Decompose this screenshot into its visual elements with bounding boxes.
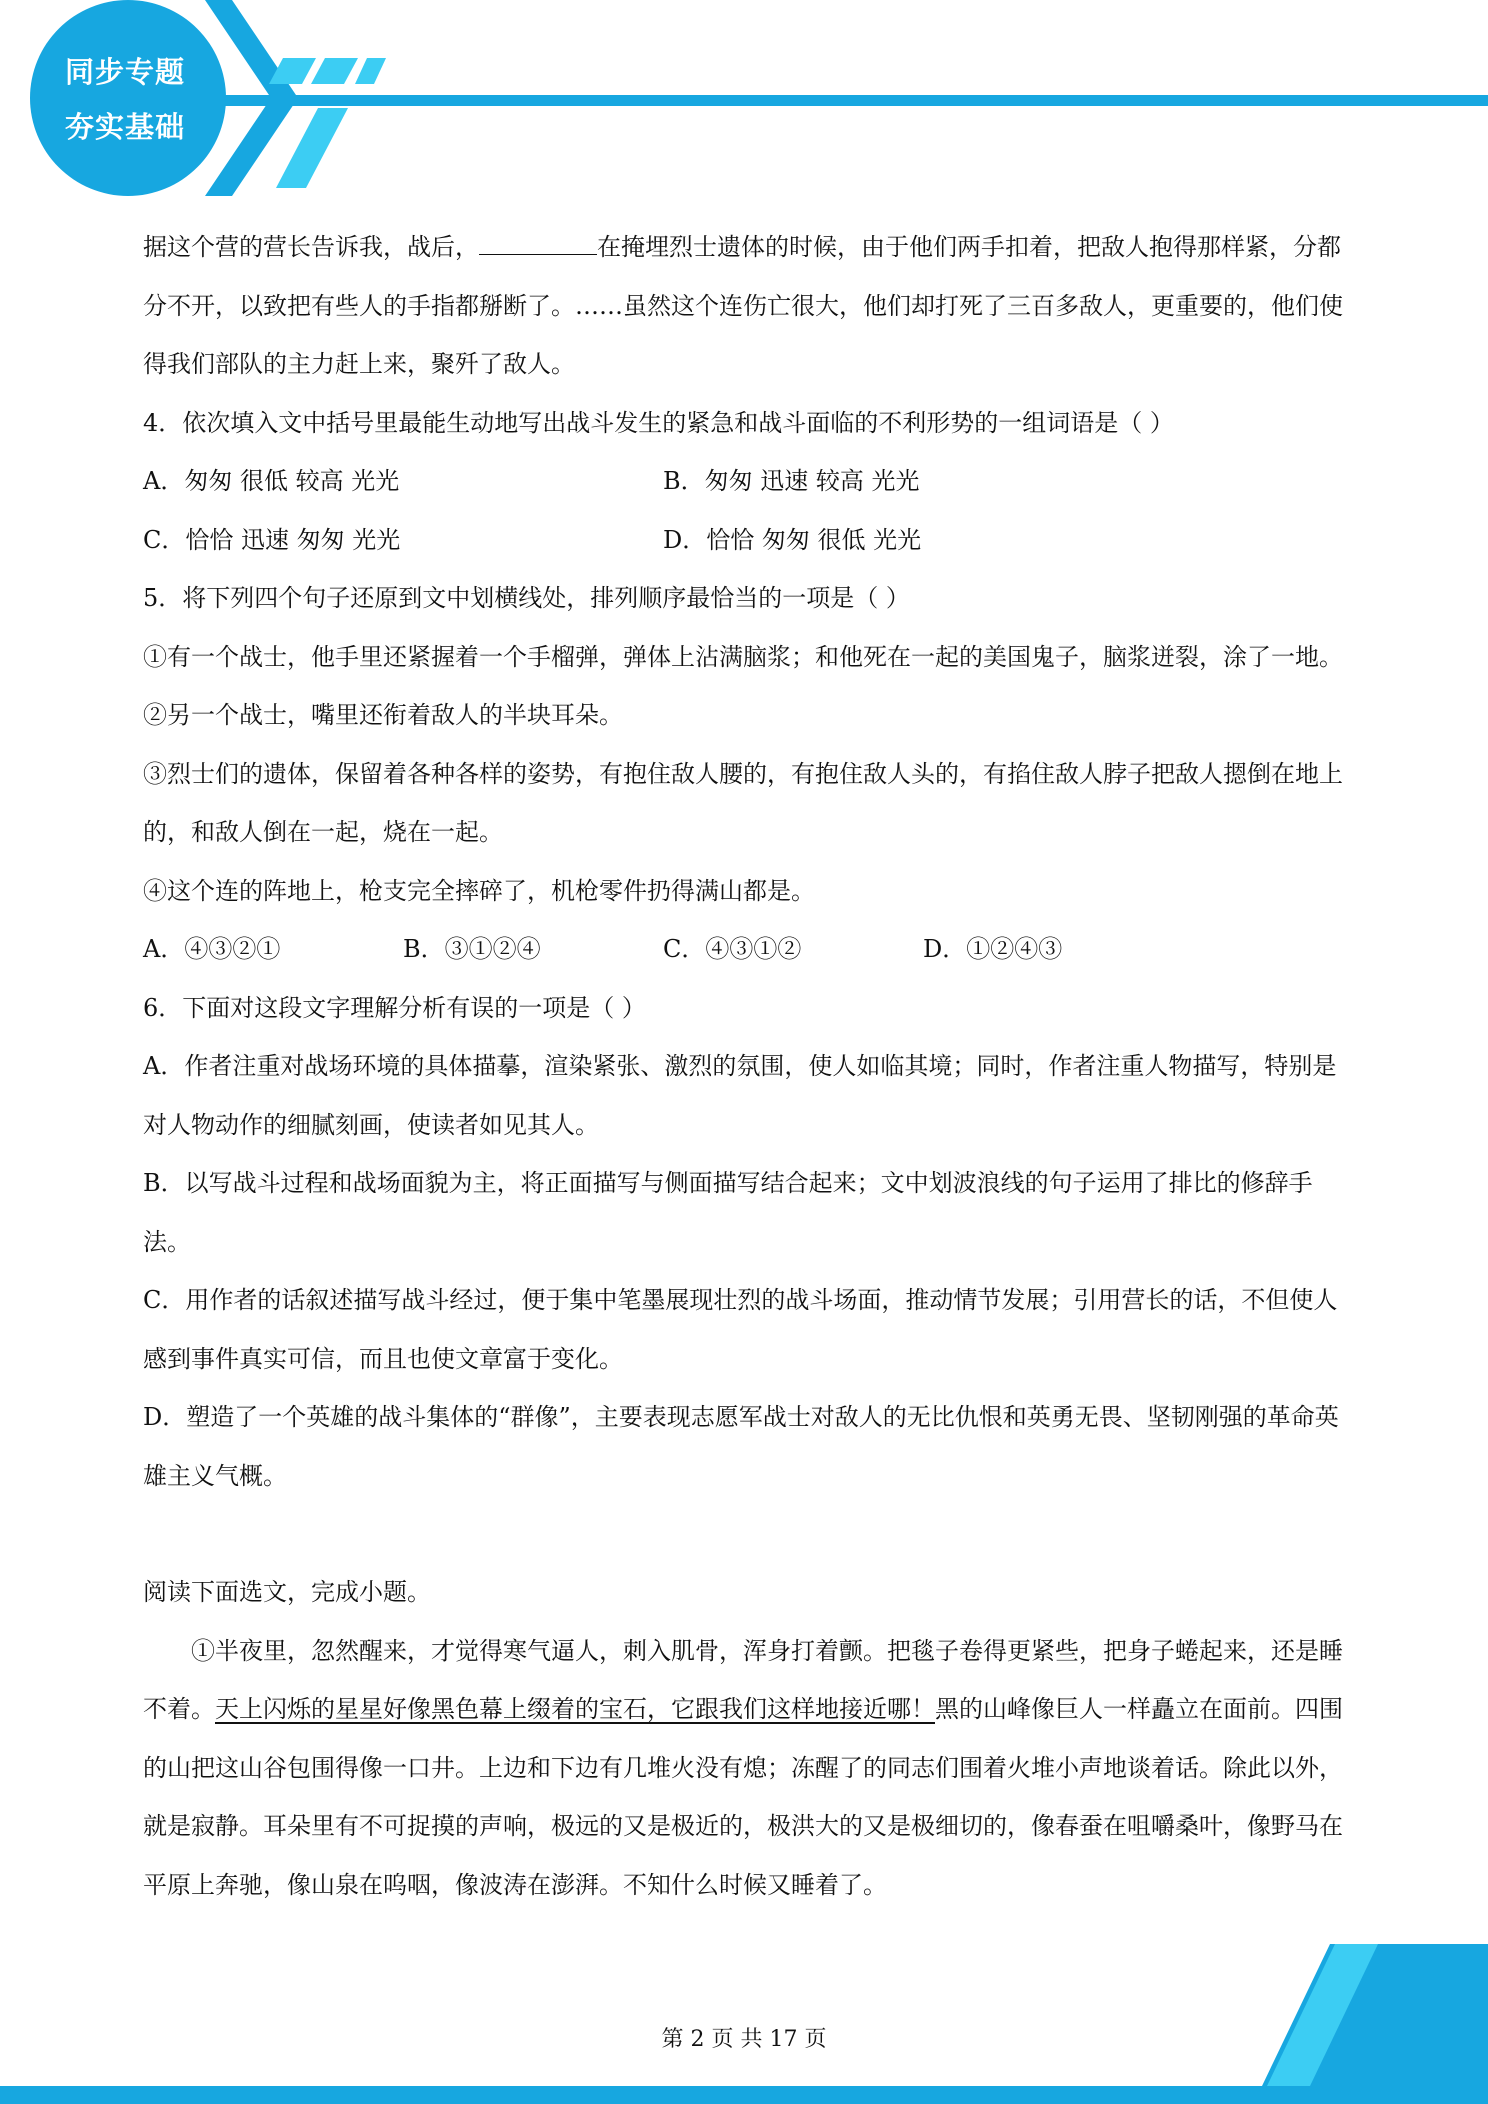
q6-option-c: C．用作者的话叙述描写战斗经过，便于集中笔墨展现壮烈的战斗场面，推动情节发展；引用营长的话，不但使人感到事件真实可信，而且也使文章富于变化。 (143, 1286, 1338, 1373)
passage-intro-after: 在掩埋烈士遗体的时候，由于他们两手扣着，把敌人抱得那样紧，分都分不开，以致把有些人的手指都掰断了。……虽然这个连伤亡很大，他们却打死了三百多敌人，更重要的，他们使得我们部队的主力赶上来，聚歼了敌人。 (143, 233, 1343, 378)
q5-sentence-1: ①有一个战士，他手里还紧握着一个手榴弹，弹体上沾满脑浆；和他死在一起的美国鬼子，脑浆迸裂，涂了一地。 (143, 642, 1343, 671)
q5-option-d: D．①②④③ (923, 935, 1063, 963)
passage-intro (143, 218, 1353, 394)
q4-options-row-1 (143, 452, 1353, 511)
reading-p1-after: 黑的山峰像巨人一样矗立在面前。四围的山把这山谷包围得像一口井。上边和下边有几堆火没有熄；冻醒了的同志们围着火堆小声地谈着话。除此以外，就是寂静。耳朵里有不可捉摸的声响，极远的又是极近的，极洪大的又是极细切的，像春蚕在咀嚼桑叶，像野马在平原上奔驰，像山泉在呜咽，像波涛在澎湃。不知什么时候又睡着了。 (143, 1695, 1343, 1899)
q4-option-d: D．恰恰 匆匆 很低 光光 (663, 525, 922, 554)
q5-options (143, 920, 1353, 979)
footer-rule (0, 2086, 1488, 2104)
q5-sentence-4: ④这个连的阵地上，枪支完全摔碎了，机枪零件扔得满山都是。 (143, 876, 815, 905)
page-number: 第 2 页 共 17 页 (661, 2027, 827, 2052)
q4-option-a: A．匆匆 很低 较高 光光 (143, 467, 400, 495)
badge-line-1: 同步专题 (64, 55, 185, 89)
q5-option-b: B．③①②④ (403, 935, 541, 963)
q5-sentence-3: ③烈士们的遗体，保留着各种各样的姿势，有抱住敌人腰的，有抱住敌人头的，有掐住敌人脖子把敌人摁倒在地上的，和敌人倒在一起，烧在一起。 (143, 759, 1343, 846)
q6-stem: 6．下面对这段文字理解分析有误的一项是（ ） (143, 993, 646, 1022)
q4-option-c: C．恰恰 迅速 匆匆 光光 (143, 525, 401, 554)
q5-option-c: C．④③①② (663, 935, 802, 963)
reading-p1-underlined: 天上闪烁的星星好像黑色幕上缀着的宝石，它跟我们这样地接近哪！ (215, 1695, 935, 1723)
q5-stem: 5．将下列四个句子还原到文中划横线处，排列顺序最恰当的一项是（ ） (143, 584, 910, 612)
fill-blank (479, 234, 597, 255)
header-stripe-3 (355, 58, 386, 84)
passage-intro-before: 据这个营的营长告诉我，战后， (143, 233, 479, 261)
reading-instruction: 阅读下面选文，完成小题。 (143, 1578, 431, 1606)
q5-sentence-2: ②另一个战士，嘴里还衔着敌人的半块耳朵。 (143, 701, 623, 729)
header-badge-circle (30, 0, 226, 196)
q4-stem: 4．依次填入文中括号里最能生动地写出战斗发生的紧急和战斗面临的不利形势的一组词语是（ ） (143, 408, 1174, 437)
q4-options-row-2 (143, 511, 1353, 570)
q4-option-b: B．匆匆 迅速 较高 光光 (663, 467, 920, 495)
header-rule (220, 95, 1488, 106)
header-stripe-1 (269, 58, 316, 84)
header-stripe-2 (311, 58, 358, 84)
section-gap (143, 1505, 1353, 1563)
document-body (143, 218, 1353, 1914)
q5-option-a: A．④③②① (143, 935, 281, 963)
badge-line-2: 夯实基础 (64, 110, 185, 144)
reading-paragraph-1 (143, 1622, 1353, 1915)
header-banner (0, 0, 1488, 200)
header-slash (276, 108, 348, 188)
q6-option-b: B．以写战斗过程和战场面貌为主，将正面描写与侧面描写结合起来；文中划波浪线的句子运用了排比的修辞手法。 (143, 1169, 1313, 1256)
q6-option-a: A．作者注重对战场环境的具体描摹，渲染紧张、激烈的氛围，使人如临其境；同时，作者注重人物描写，特别是对人物动作的细腻刻画，使读者如见其人。 (143, 1052, 1337, 1139)
q6-option-d: D．塑造了一个英雄的战斗集体的“群像”，主要表现志愿军战士对敌人的无比仇恨和英勇无畏、坚韧刚强的革命英雄主义气概。 (143, 1403, 1339, 1490)
reading-p1-before: ①半夜里，忽然醒来，才觉得寒气逼人，刺入肌骨，浑身打着颤。把毯子卷得更紧些，把身子蜷起来，还是睡不着。 (143, 1636, 1343, 1723)
